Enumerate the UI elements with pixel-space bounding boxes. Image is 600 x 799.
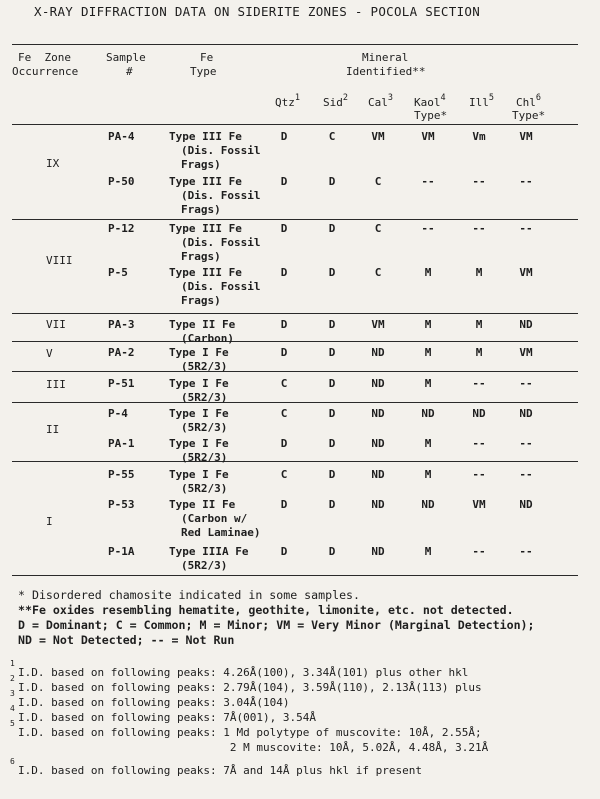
zone-label: IX <box>46 157 60 170</box>
mineral-value: -- <box>519 437 533 450</box>
fe-type-line: Type IIIA Fe <box>169 545 249 558</box>
mineral-value: D <box>328 222 336 235</box>
mineral-value: ND <box>472 407 486 420</box>
fe-type-line: Frags) <box>181 250 221 263</box>
mineral-value: D <box>328 545 336 558</box>
mineral-value: ND <box>371 407 385 420</box>
mineral-value: M <box>475 346 483 359</box>
zone-separator <box>12 461 578 462</box>
mineral-value: ND <box>421 498 435 511</box>
fe-type-line: Type I Fe <box>169 377 229 390</box>
mineral-value: VM <box>519 346 533 359</box>
mineral-value: VM <box>519 266 533 279</box>
mineral-value: C <box>328 130 336 143</box>
zone-separator <box>12 341 578 342</box>
mineral-value: C <box>280 468 288 481</box>
sample-id: P-1A <box>108 545 135 558</box>
note-line: * Disordered chamosite indicated in some samples. <box>18 588 361 602</box>
zone-label: II <box>46 423 60 436</box>
mineral-value: M <box>424 266 432 279</box>
mineral-value: -- <box>519 175 533 188</box>
header-sample: Sample <box>106 51 146 64</box>
mineral-value: D <box>328 318 336 331</box>
footnote-number: 1 <box>10 659 15 668</box>
footnote-number: 4 <box>10 704 15 713</box>
mineral-value: ND <box>371 377 385 390</box>
mineral-value: -- <box>472 175 486 188</box>
mineral-value: ND <box>371 346 385 359</box>
sample-id: P-53 <box>108 498 135 511</box>
sample-id: PA-2 <box>108 346 135 359</box>
mineral-value: VM <box>421 130 435 143</box>
mineral-value: D <box>328 266 336 279</box>
sample-id: PA-4 <box>108 130 135 143</box>
mineral-value: D <box>280 545 288 558</box>
fe-type-line: (5R2/3) <box>181 421 228 434</box>
footnote-number: 3 <box>10 689 15 698</box>
mineral-value: -- <box>472 468 486 481</box>
mineral-value: M <box>475 318 483 331</box>
header-fe-zone: Fe Zone <box>18 51 71 64</box>
footnote-text: I.D. based on following peaks: 1 Md polytype of muscovite: 10Å, 2.55Å; <box>18 726 482 739</box>
fe-type-line: (5R2/3) <box>181 391 228 404</box>
footnote-text: I.D. based on following peaks: 7Å and 14Å plus hkl if present <box>18 764 422 777</box>
mineral-value: C <box>374 222 382 235</box>
col-header-chl-type: Type* <box>512 109 546 122</box>
mineral-value: VM <box>371 130 385 143</box>
fe-type-line: (5R2/3) <box>181 559 228 572</box>
mineral-value: -- <box>519 545 533 558</box>
sample-id: P-55 <box>108 468 135 481</box>
mineral-value: -- <box>519 222 533 235</box>
mineral-value: -- <box>472 377 486 390</box>
zone-separator <box>12 371 578 372</box>
footnote-text: 2 M muscovite: 10Å, 5.02Å, 4.48Å, 3.21Å <box>18 741 489 754</box>
mineral-value: -- <box>472 437 486 450</box>
mineral-value: -- <box>421 175 435 188</box>
fe-type-line: (Dis. Fossil <box>181 236 261 249</box>
sample-id: P-5 <box>108 266 128 279</box>
mineral-value: D <box>328 346 336 359</box>
mineral-value: D <box>328 175 336 188</box>
fe-type-line: Type II Fe <box>169 318 236 331</box>
mineral-value: M <box>424 468 432 481</box>
mineral-value: C <box>374 266 382 279</box>
zone-separator <box>12 219 578 220</box>
zone-label: V <box>46 347 53 360</box>
header-fe: Fe <box>200 51 214 64</box>
zone-label: VIII <box>46 254 73 267</box>
mineral-value: D <box>280 498 288 511</box>
mineral-value: C <box>374 175 382 188</box>
sample-id: P-12 <box>108 222 135 235</box>
fe-type-line: (5R2/3) <box>181 451 228 464</box>
mineral-value: ND <box>519 318 533 331</box>
fe-type-line: Type I Fe <box>169 468 229 481</box>
footnote-text: I.D. based on following peaks: 7Å(001), 3.54Å <box>18 711 317 724</box>
fe-type-line: Type I Fe <box>169 407 229 420</box>
fe-type-line: (Carbon) <box>181 332 234 345</box>
col-header-cal: Cal$^3$ <box>368 93 393 109</box>
document-title: X-RAY DIFFRACTION DATA ON SIDERITE ZONES - POCOLA SECTION <box>34 4 481 19</box>
mineral-value: D <box>280 346 288 359</box>
mineral-value: M <box>475 266 483 279</box>
fe-type-line: (Dis. Fossil <box>181 144 261 157</box>
fe-type-line: (Carbon w/ <box>181 512 248 525</box>
fe-type-line: Type III Fe <box>169 222 242 235</box>
footnote-number: 6 <box>10 757 15 766</box>
mineral-value: D <box>280 175 288 188</box>
zone-label: I <box>46 515 53 528</box>
mineral-value: ND <box>519 498 533 511</box>
mineral-value: -- <box>519 468 533 481</box>
header-identified: Identified** <box>346 65 426 78</box>
mineral-value: D <box>280 318 288 331</box>
fe-type-line: (5R2/3) <box>181 482 228 495</box>
sample-id: P-4 <box>108 407 128 420</box>
col-header-chl: Chl$^6$ <box>516 93 541 109</box>
footnote-number: 2 <box>10 674 15 683</box>
mineral-value: M <box>424 377 432 390</box>
mineral-value: ND <box>371 437 385 450</box>
mineral-value: Vm <box>472 130 486 143</box>
mineral-value: -- <box>519 377 533 390</box>
mineral-value: D <box>328 468 336 481</box>
mineral-value: VM <box>519 130 533 143</box>
header-bottom-rule <box>12 124 578 125</box>
mineral-value: ND <box>519 407 533 420</box>
mineral-value: VM <box>472 498 486 511</box>
footnote-number: 5 <box>10 719 15 728</box>
mineral-value: C <box>280 407 288 420</box>
zone-label: VII <box>46 318 66 331</box>
sample-id: PA-1 <box>108 437 135 450</box>
mineral-value: ND <box>371 468 385 481</box>
footnote-text: I.D. based on following peaks: 3.04Å(104) <box>18 696 290 709</box>
fe-type-line: (Dis. Fossil <box>181 189 261 202</box>
header-sample-hash: # <box>126 65 133 78</box>
mineral-value: M <box>424 437 432 450</box>
zone-label: III <box>46 378 66 391</box>
mineral-value: -- <box>472 545 486 558</box>
fe-type-line: Type II Fe <box>169 498 236 511</box>
mineral-value: -- <box>472 222 486 235</box>
fe-type-line: Red Laminae) <box>181 526 261 539</box>
mineral-value: D <box>280 130 288 143</box>
col-header-qtz: Qtz$^1$ <box>275 93 300 109</box>
zone-separator <box>12 313 578 314</box>
sample-id: PA-3 <box>108 318 135 331</box>
fe-type-line: Type III Fe <box>169 175 242 188</box>
fe-type-line: Type III Fe <box>169 130 242 143</box>
mineral-value: ND <box>421 407 435 420</box>
mineral-value: D <box>328 437 336 450</box>
mineral-value: ND <box>371 498 385 511</box>
mineral-value: D <box>280 437 288 450</box>
mineral-value: D <box>328 407 336 420</box>
mineral-value: -- <box>421 222 435 235</box>
table-top-rule <box>12 44 578 45</box>
col-header-sid: Sid$^2$ <box>323 93 348 109</box>
col-header-kaol-type: Type* <box>414 109 448 122</box>
header-type: Type <box>190 65 217 78</box>
footnote-text: I.D. based on following peaks: 2.79Å(104), 3.59Å(110), 2.13Å(113) plus <box>18 681 482 694</box>
mineral-value: ND <box>371 545 385 558</box>
mineral-value: C <box>280 377 288 390</box>
table-bottom-rule <box>12 575 578 576</box>
mineral-value: D <box>328 498 336 511</box>
fe-type-line: Frags) <box>181 294 221 307</box>
fe-type-line: Frags) <box>181 203 221 216</box>
note-line: D = Dominant; C = Common; M = Minor; VM = Very Minor (Marginal Detection); <box>18 618 535 632</box>
mineral-value: VM <box>371 318 385 331</box>
mineral-value: M <box>424 545 432 558</box>
fe-type-line: Frags) <box>181 158 221 171</box>
col-header-ill: Ill$^5$ <box>469 93 494 109</box>
fe-type-line: Type III Fe <box>169 266 242 279</box>
zone-separator <box>12 402 578 403</box>
col-header-kaol: Kaol$^4$ <box>414 93 446 109</box>
mineral-value: D <box>280 266 288 279</box>
footnote-text: I.D. based on following peaks: 4.26Å(100), 3.34Å(101) plus other hkl <box>18 666 469 679</box>
fe-type-line: Type I Fe <box>169 437 229 450</box>
note-line: **Fe oxides resembling hematite, geothite, limonite, etc. not detected. <box>18 603 514 617</box>
sample-id: P-51 <box>108 377 135 390</box>
mineral-value: M <box>424 346 432 359</box>
fe-type-line: Type I Fe <box>169 346 229 359</box>
mineral-value: D <box>328 377 336 390</box>
fe-type-line: (Dis. Fossil <box>181 280 261 293</box>
note-line: ND = Not Detected; -- = Not Run <box>18 633 235 647</box>
header-mineral: Mineral <box>362 51 409 64</box>
header-occurrence: Occurrence <box>12 65 79 78</box>
mineral-value: D <box>280 222 288 235</box>
fe-type-line: (5R2/3) <box>181 360 228 373</box>
sample-id: P-50 <box>108 175 135 188</box>
mineral-value: M <box>424 318 432 331</box>
